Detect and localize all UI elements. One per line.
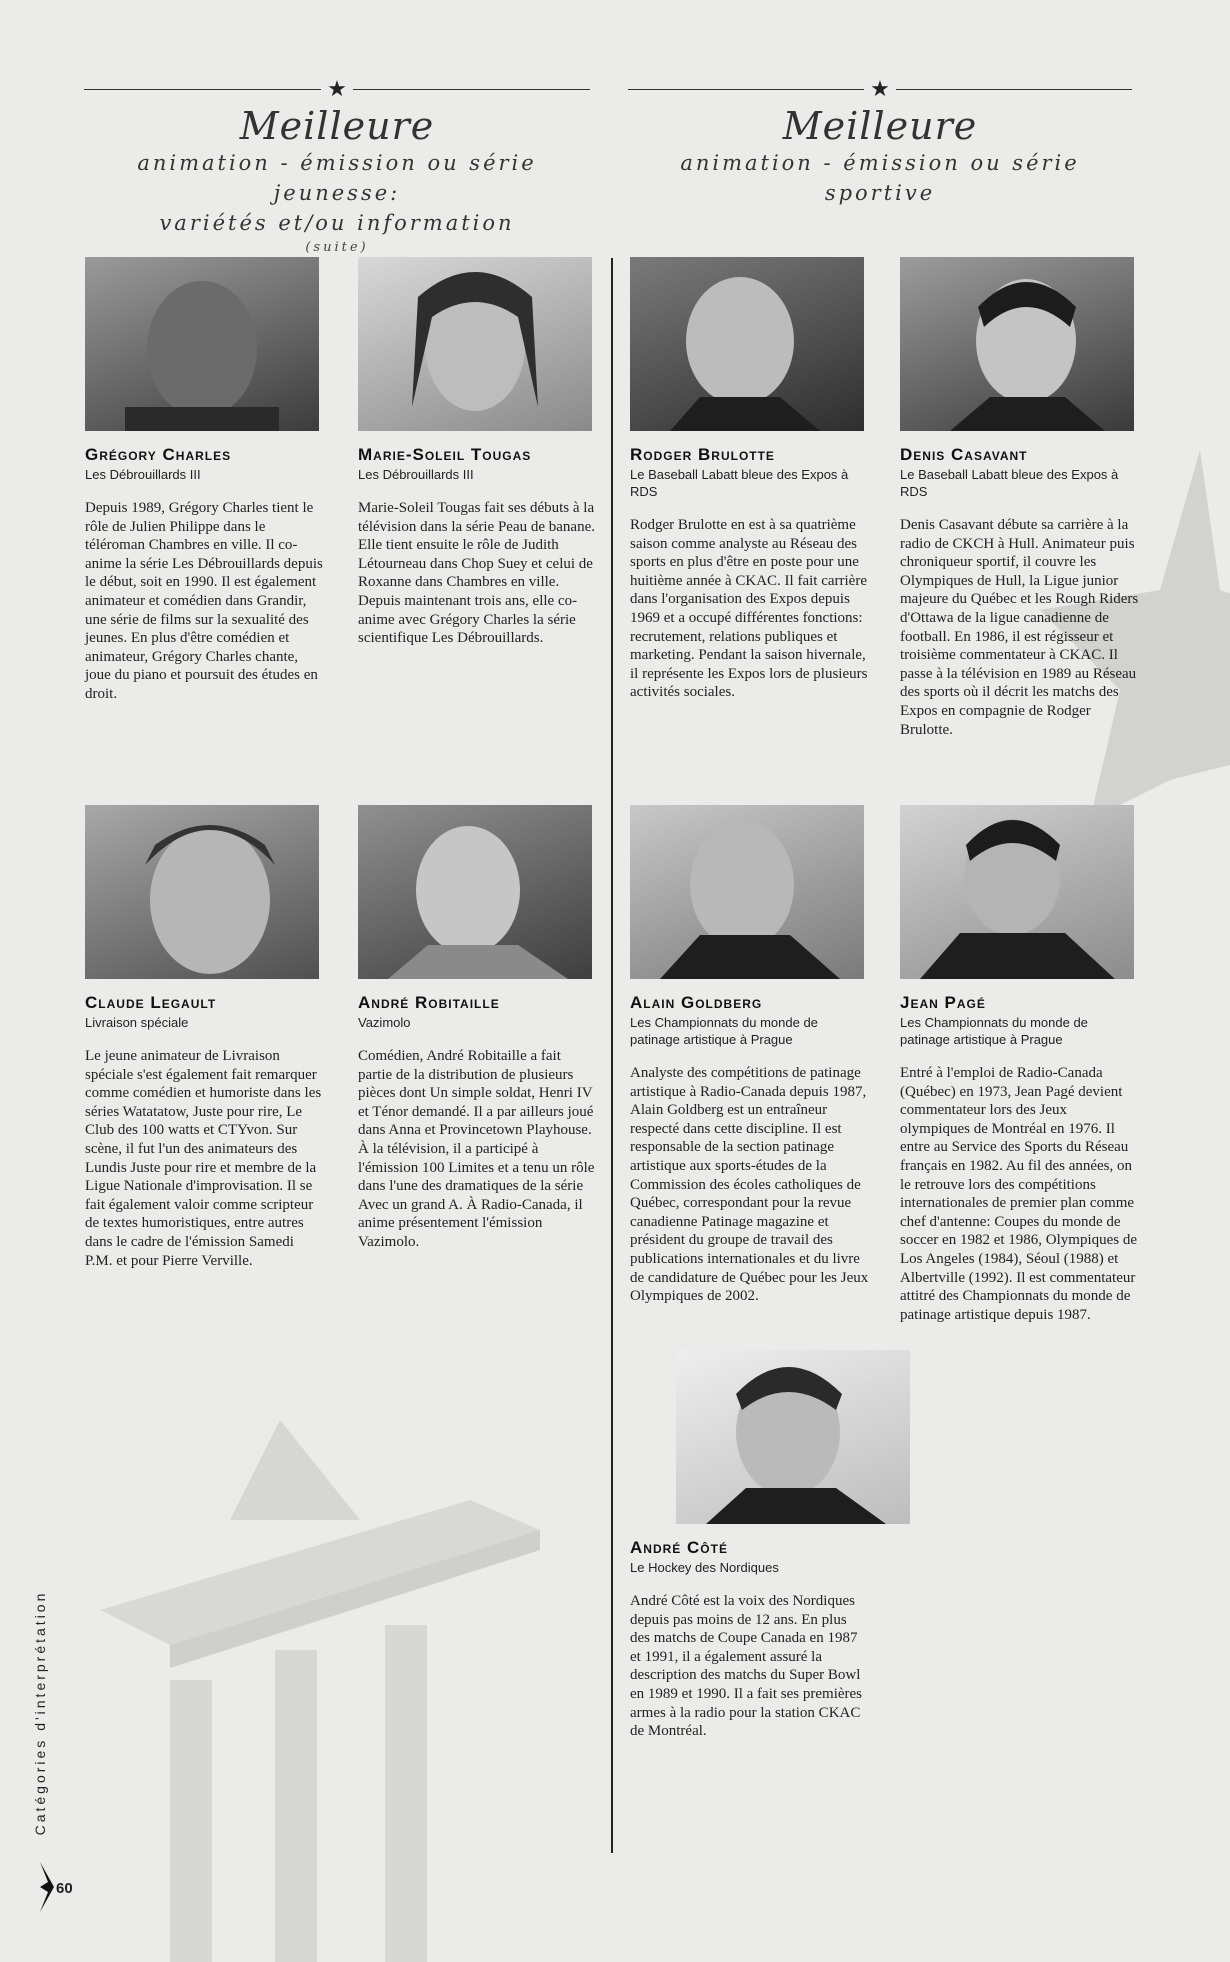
nominee-photo (85, 257, 319, 431)
nominee-card (85, 257, 325, 704)
header-subtitle: animation - émission ou série jeunesse: (137, 151, 537, 205)
nominee-photo (676, 1350, 910, 1524)
header-note: (suite) (305, 240, 369, 255)
nominee-card (900, 805, 1140, 1324)
column-divider (611, 258, 613, 1853)
header-subtitle-2: variétés et/ou information (159, 211, 515, 235)
nominee-photo (900, 257, 1134, 431)
nominee-bio: Marie-Soleil Tougas fait ses débuts à la télévision dans la série Peau de banane. Elle tient ensuite le rôle de Judith Létourneau dans Chop Suey et celui de Roxanne dans Chambres en ville. Depuis maintenant trois ans, elle co-anime avec Grégory Charles la série scientifique Les Débrouillards. (358, 500, 595, 647)
right-category-header (628, 78, 1132, 208)
nominee-bio: Le jeune animateur de Livraison spéciale s'est également fait remarquer comme comédien et humoriste dans les séries Watatatow, Juste pour rire, Le Club des 100 watts et CTYvon. Sur scène, il fut l'un des animateurs des Lundis Juste pour rire et membre de la Ligue Nationale d'improvisation. Il se fait également valoir comme scripteur de textes humoristiques, entre autres dans le cadre de l'émission Samedi P.M. et pour Pierre Verville. (85, 1048, 322, 1269)
left-category-header (84, 78, 590, 255)
nominee-photo (358, 805, 592, 979)
nominee-show: Le Hockey des Nordiques (630, 1560, 779, 1575)
nominee-name: André Robitaille (358, 993, 500, 1012)
nominee-card (358, 257, 598, 648)
nominee-photo (900, 805, 1134, 979)
nominee-show: Les Championnats du monde de patinage artistique à Prague (900, 1015, 1088, 1047)
header-star-rule (84, 78, 590, 100)
nominee-photo (85, 805, 319, 979)
nominee-name: Alain Goldberg (630, 993, 763, 1012)
nominee-show: Le Baseball Labatt bleue des Expos à RDS (900, 467, 1119, 499)
nominee-photo (630, 805, 864, 979)
column-trophy-decoration (100, 1410, 600, 1962)
nominee-bio: Depuis 1989, Grégory Charles tient le rôle de Julien Philippe dans le téléroman Chambres en ville. Il co-anime la série Les Débrouillards depuis le début, soit en 1990. Il est également animateur et comédien dans Grandir, une série de films sur la sexualité des jeunes. En plus d'être comédien et animateur, Grégory Charles chante, joue du piano et poursuit des études en droit. (85, 500, 323, 702)
nominee-show: Les Championnats du monde de patinage artistique à Prague (630, 1015, 818, 1047)
nominee-bio: Entré à l'emploi de Radio-Canada (Québec) en 1973, Jean Pagé devient commentateur lors des Jeux olympiques de Montréal en 1976. Il entre au Service des Sports du Réseau français en 1982. Au fil des années, on le retrouve lors des compétitions internationales de premier plan comme chef d'antenne: Coupes du monde de soccer en 1982 et 1986, Olympiques de Los Angeles (1984), Séoul (1988) et Albertville (1992). Il est commentateur attitré des Championnats du monde de patinage artistique depuis 1987. (900, 1065, 1138, 1323)
nominee-show: Livraison spéciale (85, 1015, 189, 1030)
nominee-show: Vazimolo (358, 1015, 411, 1030)
nominee-show: Les Débrouillards III (85, 467, 201, 482)
nominee-show: Les Débrouillards III (358, 467, 474, 482)
section-sidebar (30, 1585, 46, 1845)
nominee-name: Grégory Charles (85, 445, 232, 464)
nominee-card (630, 805, 870, 1306)
nominee-bio: Rodger Brulotte en est à sa quatrième saison comme analyste au Réseau des sports en plus d'être en poste pour une huitième année à CKAC. Il fait carrière dans l'organisation des Expos depuis 1969 et a occupé différentes fonctions: recrutement, relations publiques et marketing. Pendant la saison hivernale, il représente les Expos lors de plusieurs activités sociales. (630, 517, 868, 701)
nominee-card (900, 257, 1140, 739)
nominee-name: Rodger Brulotte (630, 445, 775, 464)
nominee-show: Le Baseball Labatt bleue des Expos à RDS (630, 467, 849, 499)
nominee-name: André Côté (630, 1538, 728, 1557)
nominee-name: Marie-Soleil Tougas (358, 445, 532, 464)
page-number: 60 (56, 1880, 73, 1897)
nominee-name: Jean Pagé (900, 993, 986, 1012)
nominee-photo (358, 257, 592, 431)
nominee-card (630, 257, 870, 702)
star-icon: ★ (870, 76, 890, 101)
nominee-bio: André Côté est la voix des Nordiques depuis pas moins de 12 ans. En plus des matchs de Coupe Canada en 1987 et 1991, il a également assuré la description des matchs du Super Bowl en 1989 et 1990. Il a fait ses premières armes à la radio pour la station CKAC de Montréal. (630, 1593, 863, 1740)
nominee-card (85, 805, 325, 1270)
header-star-rule (628, 78, 1132, 100)
header-subtitle: animation - émission ou série sportive (680, 151, 1080, 205)
nominee-card (358, 805, 598, 1252)
nominee-photo (630, 257, 864, 431)
page-mark-icon (38, 1862, 56, 1912)
nominee-name: Claude Legault (85, 993, 217, 1012)
nominee-name: Denis Casavant (900, 445, 1028, 464)
sidebar-label: Catégories d'interprétation (32, 1590, 48, 1836)
nominee-bio: Denis Casavant débute sa carrière à la radio de CKCH à Hull. Animateur puis chroniqueur sportif, il couvre les Olympiques de Hull, la Ligue junior majeure du Québec et les Rough Riders d'Ottawa de la ligue canadienne de football. En 1986, il est régisseur et troisième commentateur à CKAC. Il passe à la télévision en 1989 au Réseau des sports où il décrit les matchs des Expos en compagnie de Rodger Brulotte. (900, 517, 1139, 738)
star-icon: ★ (327, 76, 347, 101)
nominee-bio: Comédien, André Robitaille a fait partie de la distribution de plusieurs pièces dont Un simple soldat, Henri IV et Ténor demandé. Il a par ailleurs joué dans Anna et Provincetown Playhouse. À la télévision, il a participé à l'émission 100 Limites et a tenu un rôle dans l'une des dramatiques de la série Avec un grand A. À Radio-Canada, il anime présentement l'émission Vazimolo. (358, 1048, 595, 1250)
nominee-card (630, 1350, 870, 1741)
header-title: Meilleure (782, 104, 978, 148)
header-title: Meilleure (239, 104, 435, 148)
nominee-bio: Analyste des compétitions de patinage artistique à Radio-Canada depuis 1987, Alain Goldberg est un entraîneur respecté dans cette discipline. Il est responsable de la section patinage artistique aux sports-études de la Commission des écoles catholiques de Québec, correspondant pour la revue canadienne Patinage magazine et président du groupe de travail des publications internationales et du livre de candidature de Québec pour les Jeux Olympiques de 2002. (630, 1065, 869, 1305)
